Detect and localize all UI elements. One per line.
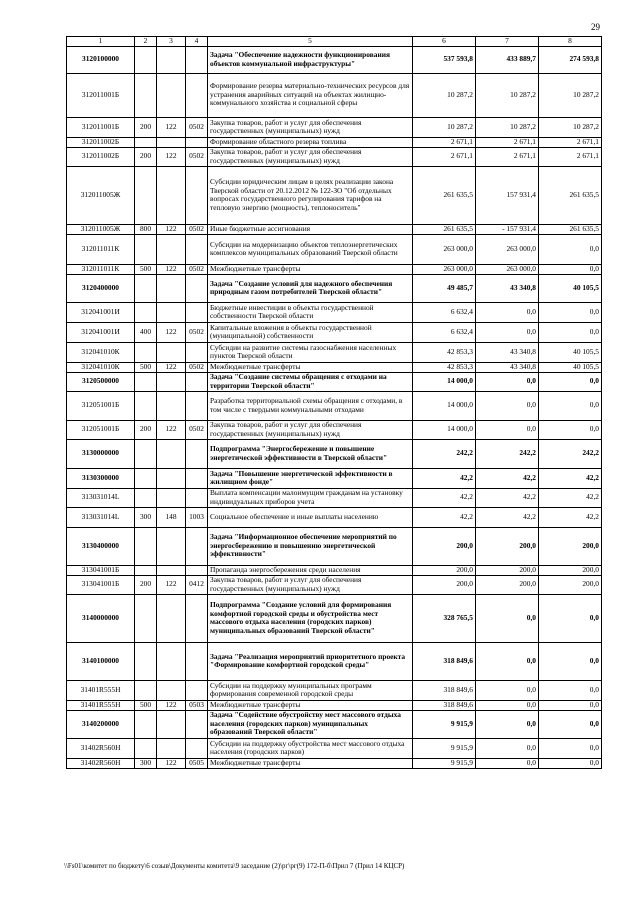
row-name: Задача "Создание системы обращения с отходами на территории Тверской области" [208, 372, 413, 391]
value-year-3: 40 105,5 [539, 342, 602, 362]
value-year-2: 42,2 [476, 468, 539, 488]
section-code [135, 565, 157, 575]
target-code [157, 46, 186, 73]
value-year-1: 6 632,4 [413, 322, 476, 342]
row-code: 31402R560H [67, 758, 135, 768]
value-year-2: 200,0 [476, 527, 539, 565]
target-code [157, 372, 186, 391]
target-code [157, 565, 186, 575]
subsection-code: 0505 [186, 758, 208, 768]
subsection-code: 0502 [186, 264, 208, 274]
value-year-2: 0,0 [476, 420, 539, 439]
table-row [67, 439, 602, 468]
target-code [157, 73, 186, 117]
target-code: 122 [157, 264, 186, 274]
target-code: 148 [157, 507, 186, 527]
section-code [135, 680, 157, 700]
target-code: 122 [157, 575, 186, 594]
subsection-code [186, 391, 208, 420]
value-year-1: 14 000,0 [413, 372, 476, 391]
value-year-1: 42 853,3 [413, 342, 476, 362]
target-code [157, 302, 186, 322]
target-code [157, 680, 186, 700]
value-year-3: 42,2 [539, 507, 602, 527]
value-year-2: 263 000,0 [476, 234, 539, 264]
row-name: Подпрограмма "Создание условий для формирования комфортной городской среды и обустройства мест массового отдыха населения (городских парков) муниципальных образований Тверской области" [208, 594, 413, 642]
table-row [67, 274, 602, 302]
section-code: 200 [135, 147, 157, 166]
value-year-1: 263 000,0 [413, 264, 476, 274]
subsection-code [186, 565, 208, 575]
value-year-2: 0,0 [476, 758, 539, 768]
subsection-code: 0502 [186, 322, 208, 342]
target-code [157, 710, 186, 738]
row-name: Задача "Информационное обеспечение мероприятий по энергосбережению и повышению энергетической эффективности" [208, 527, 413, 565]
page-number: 29 [591, 22, 600, 32]
subsection-code [186, 137, 208, 147]
section-code [135, 302, 157, 322]
value-year-3: 10 287,2 [539, 73, 602, 117]
table-row [67, 642, 602, 680]
subsection-code: 0502 [186, 362, 208, 372]
row-name: Иные бюджетные ассигнования [208, 224, 413, 234]
table-row [67, 527, 602, 565]
row-code: 31401R555H [67, 680, 135, 700]
value-year-2: 42,2 [476, 488, 539, 507]
value-year-1: 14 000,0 [413, 420, 476, 439]
value-year-1: 537 593,8 [413, 46, 476, 73]
value-year-3: 0,0 [539, 391, 602, 420]
value-year-1: 42 853,3 [413, 362, 476, 372]
row-code: 312041001И [67, 302, 135, 322]
header-cell: 5 [208, 37, 413, 47]
header-cell: 8 [539, 37, 602, 47]
value-year-1: 10 287,2 [413, 117, 476, 137]
value-year-2: 0,0 [476, 372, 539, 391]
section-code [135, 439, 157, 468]
section-code: 500 [135, 264, 157, 274]
table-row [67, 420, 602, 439]
section-code [135, 391, 157, 420]
section-code: 200 [135, 117, 157, 137]
row-name: Субсидии юридическим лицам в целях реализации закона Тверской области от 20.12.2012 № 122-ЗО "Об отдельных вопросах государственного регулирования тарифов на тепловую энергию (мощность), теплоноситель" [208, 166, 413, 224]
section-code: 200 [135, 575, 157, 594]
value-year-1: 200,0 [413, 527, 476, 565]
subsection-code [186, 710, 208, 738]
value-year-2: - 157 931,4 [476, 224, 539, 234]
table-row [67, 117, 602, 137]
section-code: 800 [135, 224, 157, 234]
row-code: 3120400000 [67, 274, 135, 302]
value-year-3: 2 671,1 [539, 137, 602, 147]
value-year-2: 0,0 [476, 322, 539, 342]
row-name: Задача "Повышение энергетической эффективности в жилищном фонде" [208, 468, 413, 488]
value-year-3: 200,0 [539, 527, 602, 565]
table-row [67, 342, 602, 362]
target-code [157, 468, 186, 488]
section-code [135, 710, 157, 738]
subsection-code [186, 166, 208, 224]
row-name: Задача "Обеспечение надежности функционирования объектов коммунальной инфраструктуры" [208, 46, 413, 73]
subsection-code [186, 73, 208, 117]
value-year-1: 242,2 [413, 439, 476, 468]
target-code [157, 527, 186, 565]
row-name: Закупка товаров, работ и услуг для обеспечения государственных (муниципальных) нужд [208, 575, 413, 594]
value-year-3: 0,0 [539, 758, 602, 768]
target-code [157, 642, 186, 680]
value-year-1: 9 915,9 [413, 758, 476, 768]
value-year-1: 2 671,1 [413, 137, 476, 147]
section-code [135, 73, 157, 117]
row-code: 3130300000 [67, 468, 135, 488]
subsection-code [186, 642, 208, 680]
header-cell: 6 [413, 37, 476, 47]
value-year-3: 0,0 [539, 302, 602, 322]
row-code: 312011011К [67, 234, 135, 264]
table-row [67, 565, 602, 575]
table-row [67, 680, 602, 700]
row-code: 312041010К [67, 362, 135, 372]
subsection-code [186, 488, 208, 507]
value-year-2: 0,0 [476, 680, 539, 700]
row-name: Межбюджетные трансферты [208, 264, 413, 274]
section-code [135, 274, 157, 302]
table-row [67, 372, 602, 391]
subsection-code [186, 594, 208, 642]
value-year-3: 42,2 [539, 468, 602, 488]
section-code [135, 527, 157, 565]
value-year-3: 0,0 [539, 680, 602, 700]
subsection-code [186, 439, 208, 468]
subsection-code: 0503 [186, 700, 208, 710]
section-code [135, 46, 157, 73]
row-name: Закупка товаров, работ и услуг для обеспечения государственных (муниципальных) нужд [208, 420, 413, 439]
section-code: 500 [135, 700, 157, 710]
header-row [67, 37, 602, 47]
row-name: Межбюджетные трансферты [208, 362, 413, 372]
row-code: 3120500000 [67, 372, 135, 391]
row-name: Формирование резерва материально-технических ресурсов для устранения аварийных ситуаций на объектах жилищно-коммунального хозяйства и социальной сферы [208, 73, 413, 117]
value-year-3: 200,0 [539, 575, 602, 594]
target-code: 122 [157, 117, 186, 137]
subsection-code: 0502 [186, 420, 208, 439]
table-row [67, 507, 602, 527]
value-year-1: 49 485,7 [413, 274, 476, 302]
budget-table [66, 36, 602, 769]
value-year-3: 0,0 [539, 710, 602, 738]
value-year-3: 0,0 [539, 700, 602, 710]
row-code: 312011005Ж [67, 224, 135, 234]
row-code: 313031014L [67, 507, 135, 527]
target-code: 122 [157, 362, 186, 372]
subsection-code: 0412 [186, 575, 208, 594]
value-year-1: 263 000,0 [413, 234, 476, 264]
section-code [135, 488, 157, 507]
table-body [67, 37, 602, 769]
section-code [135, 234, 157, 264]
value-year-3: 0,0 [539, 594, 602, 642]
file-path-footer: \\Fs01\комитет по бюджету\6 созыв\Документы комитета\9 заседание (2)\рг\рг(9) 172-П-б\Прил 7 (Прил 14 КЦСР) [64, 862, 405, 870]
row-code: 312011011К [67, 264, 135, 274]
table-row [67, 264, 602, 274]
value-year-3: 0,0 [539, 642, 602, 680]
row-code: 312011002Б [67, 147, 135, 166]
section-code [135, 372, 157, 391]
target-code [157, 166, 186, 224]
value-year-2: 263 000,0 [476, 264, 539, 274]
value-year-2: 10 287,2 [476, 117, 539, 137]
row-name: Задача "Реализация мероприятий приоритетного проекта "Формирование комфортной городской среды" [208, 642, 413, 680]
value-year-2: 0,0 [476, 302, 539, 322]
value-year-3: 261 635,5 [539, 166, 602, 224]
section-code [135, 166, 157, 224]
row-name: Социальное обеспечение и иные выплаты населению [208, 507, 413, 527]
value-year-2: 0,0 [476, 700, 539, 710]
row-name: Межбюджетные трансферты [208, 700, 413, 710]
value-year-3: 261 635,5 [539, 224, 602, 234]
subsection-code [186, 342, 208, 362]
value-year-3: 0,0 [539, 234, 602, 264]
row-name: Капитальные вложения в объекты государственной (муниципальной) собственности [208, 322, 413, 342]
value-year-1: 261 635,5 [413, 224, 476, 234]
value-year-1: 318 849,6 [413, 700, 476, 710]
table-row [67, 234, 602, 264]
value-year-1: 9 915,9 [413, 738, 476, 758]
value-year-1: 200,0 [413, 565, 476, 575]
value-year-1: 9 915,9 [413, 710, 476, 738]
section-code: 500 [135, 362, 157, 372]
row-code: 3130400000 [67, 527, 135, 565]
value-year-3: 40 105,5 [539, 274, 602, 302]
row-name: Подпрограмма "Энергосбережение и повышение энергетической эффективности в Тверской области" [208, 439, 413, 468]
value-year-1: 261 635,5 [413, 166, 476, 224]
value-year-3: 0,0 [539, 738, 602, 758]
target-code: 122 [157, 322, 186, 342]
header-cell: 7 [476, 37, 539, 47]
value-year-1: 6 632,4 [413, 302, 476, 322]
row-code: 3140000000 [67, 594, 135, 642]
row-code: 312011001Б [67, 117, 135, 137]
row-code: 3140200000 [67, 710, 135, 738]
value-year-2: 200,0 [476, 575, 539, 594]
section-code [135, 137, 157, 147]
section-code [135, 594, 157, 642]
target-code: 122 [157, 700, 186, 710]
value-year-2: 157 931,4 [476, 166, 539, 224]
value-year-3: 40 105,5 [539, 362, 602, 372]
value-year-1: 328 765,5 [413, 594, 476, 642]
row-name: Формирование областного резерва топлива [208, 137, 413, 147]
value-year-2: 0,0 [476, 710, 539, 738]
target-code: 122 [157, 758, 186, 768]
value-year-3: 0,0 [539, 372, 602, 391]
table-row [67, 468, 602, 488]
table-row [67, 322, 602, 342]
subsection-code [186, 302, 208, 322]
header-cell: 4 [186, 37, 208, 47]
row-code: 313041001Б [67, 575, 135, 594]
table-row [67, 710, 602, 738]
row-code: 3130000000 [67, 439, 135, 468]
value-year-3: 10 287,2 [539, 117, 602, 137]
table-row [67, 46, 602, 73]
value-year-3: 2 671,1 [539, 147, 602, 166]
table-row [67, 488, 602, 507]
target-code [157, 391, 186, 420]
subsection-code [186, 738, 208, 758]
row-name: Субсидии на поддержку обустройства мест массового отдыха населения (городских парков) [208, 738, 413, 758]
table-row [67, 224, 602, 234]
row-name: Закупка товаров, работ и услуг для обеспечения государственных (муниципальных) нужд [208, 147, 413, 166]
subsection-code [186, 680, 208, 700]
value-year-1: 200,0 [413, 575, 476, 594]
row-code: 3140100000 [67, 642, 135, 680]
section-code: 200 [135, 420, 157, 439]
value-year-3: 0,0 [539, 420, 602, 439]
row-name: Выплата компенсации малоимущим гражданам на установку индивидуальных приборов учета [208, 488, 413, 507]
value-year-1: 10 287,2 [413, 73, 476, 117]
value-year-2: 2 671,1 [476, 137, 539, 147]
row-code: 31402R560H [67, 738, 135, 758]
subsection-code: 0502 [186, 224, 208, 234]
row-code: 312011002Б [67, 137, 135, 147]
row-code: 312011001Б [67, 73, 135, 117]
subsection-code [186, 527, 208, 565]
subsection-code [186, 372, 208, 391]
value-year-2: 2 671,1 [476, 147, 539, 166]
table-row [67, 166, 602, 224]
table-row [67, 391, 602, 420]
subsection-code [186, 274, 208, 302]
value-year-1: 42,2 [413, 468, 476, 488]
row-name: Задача "Содействие обустройству мест массового отдыха населения (городских парков) муниципальных образований Тверской области" [208, 710, 413, 738]
subsection-code: 0502 [186, 147, 208, 166]
row-name: Субсидии на развитие системы газоснабжения населенных пунктов Тверской области [208, 342, 413, 362]
table-row [67, 738, 602, 758]
header-cell: 3 [157, 37, 186, 47]
value-year-2: 433 889,7 [476, 46, 539, 73]
target-code: 122 [157, 147, 186, 166]
value-year-2: 10 287,2 [476, 73, 539, 117]
value-year-1: 2 671,1 [413, 147, 476, 166]
table-row [67, 147, 602, 166]
section-code: 400 [135, 322, 157, 342]
row-name: Межбюджетные трансферты [208, 758, 413, 768]
row-code: 312051001Б [67, 391, 135, 420]
section-code: 300 [135, 507, 157, 527]
value-year-3: 200,0 [539, 565, 602, 575]
value-year-2: 0,0 [476, 594, 539, 642]
section-code [135, 468, 157, 488]
value-year-3: 242,2 [539, 439, 602, 468]
target-code [157, 594, 186, 642]
value-year-2: 0,0 [476, 642, 539, 680]
row-code: 313031014L [67, 488, 135, 507]
table-row [67, 73, 602, 117]
section-code: 300 [135, 758, 157, 768]
row-code: 312051001Б [67, 420, 135, 439]
value-year-2: 200,0 [476, 565, 539, 575]
target-code: 122 [157, 420, 186, 439]
row-name: Закупка товаров, работ и услуг для обеспечения государственных (муниципальных) нужд [208, 117, 413, 137]
header-cell: 2 [135, 37, 157, 47]
value-year-3: 0,0 [539, 264, 602, 274]
row-code: 313041001Б [67, 565, 135, 575]
value-year-1: 318 849,6 [413, 642, 476, 680]
row-code: 3120100000 [67, 46, 135, 73]
value-year-2: 0,0 [476, 738, 539, 758]
value-year-1: 14 000,0 [413, 391, 476, 420]
target-code [157, 738, 186, 758]
subsection-code: 1003 [186, 507, 208, 527]
row-name: Субсидии на поддержку муниципальных программ формирования современной городской среды [208, 680, 413, 700]
row-code: 312041001И [67, 322, 135, 342]
row-name: Субсидии на модернизацию объектов теплоэнергетических комплексов муниципальных образований Тверской области [208, 234, 413, 264]
value-year-2: 242,2 [476, 439, 539, 468]
value-year-3: 274 593,8 [539, 46, 602, 73]
target-code: 122 [157, 224, 186, 234]
section-code [135, 642, 157, 680]
subsection-code: 0502 [186, 117, 208, 137]
value-year-1: 42,2 [413, 488, 476, 507]
table-row [67, 700, 602, 710]
row-code: 312011005Ж [67, 166, 135, 224]
target-code [157, 342, 186, 362]
row-name: Бюджетные инвестиции в объекты государственной собственности Тверской области [208, 302, 413, 322]
value-year-2: 43 340,8 [476, 342, 539, 362]
section-code [135, 342, 157, 362]
subsection-code [186, 468, 208, 488]
target-code [157, 488, 186, 507]
value-year-2: 43 340,8 [476, 274, 539, 302]
row-code: 312041010К [67, 342, 135, 362]
header-cell: 1 [67, 37, 135, 47]
value-year-1: 42,2 [413, 507, 476, 527]
row-name: Задача "Создание условий для надежного обеспечения природным газом потребителей Тверской области" [208, 274, 413, 302]
table-row [67, 137, 602, 147]
row-name: Пропаганда энергосбережения среди населения [208, 565, 413, 575]
row-name: Разработка территориальной схемы обращения с отходами, в том числе с твердыми коммунальными отходами [208, 391, 413, 420]
section-code [135, 738, 157, 758]
target-code [157, 137, 186, 147]
value-year-1: 318 849,6 [413, 680, 476, 700]
value-year-3: 0,0 [539, 322, 602, 342]
target-code [157, 274, 186, 302]
value-year-2: 0,0 [476, 391, 539, 420]
subsection-code [186, 234, 208, 264]
value-year-2: 43 340,8 [476, 362, 539, 372]
table-row [67, 594, 602, 642]
subsection-code [186, 46, 208, 73]
table-row [67, 575, 602, 594]
table-row [67, 302, 602, 322]
row-code: 31401R555H [67, 700, 135, 710]
target-code [157, 439, 186, 468]
value-year-3: 42,2 [539, 488, 602, 507]
target-code [157, 234, 186, 264]
value-year-2: 42,2 [476, 507, 539, 527]
table-row [67, 362, 602, 372]
table-row [67, 758, 602, 768]
